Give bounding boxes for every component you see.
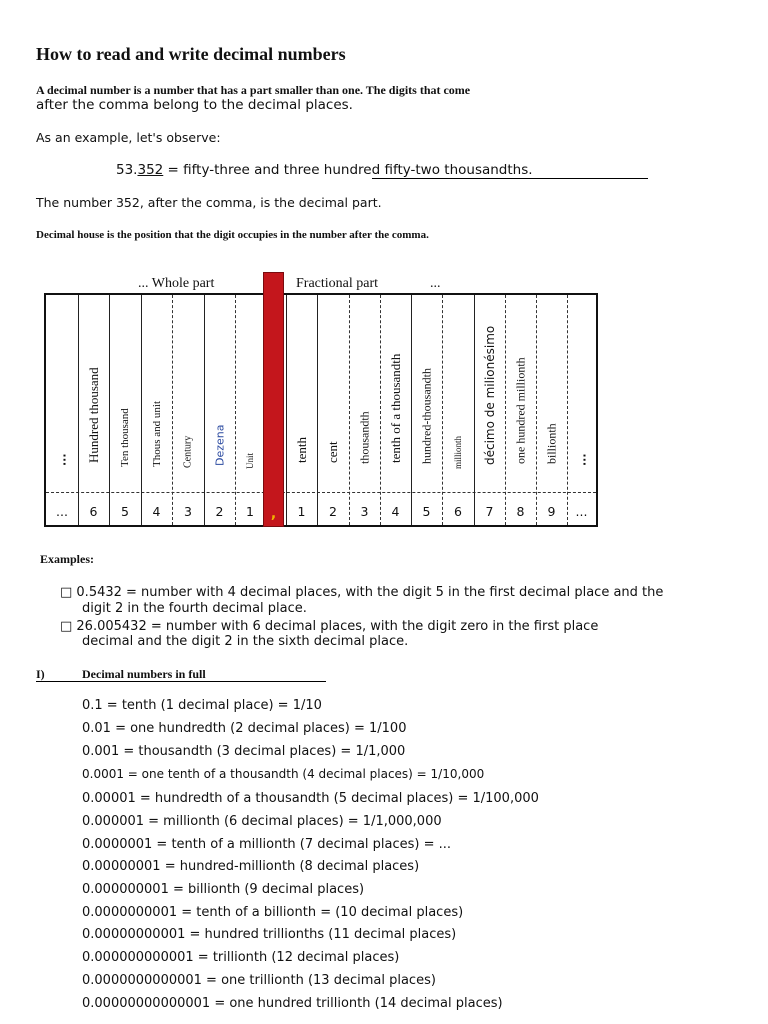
table-column [235,295,265,525]
table-column [286,295,317,525]
column-divider [141,295,142,525]
table-column [141,295,172,525]
column-divider [505,295,506,525]
column-divider [474,295,475,525]
list-item: 0.000000000001 = trillionth (12 decimal places) [82,950,400,965]
column-divider [380,295,381,525]
examples-heading: Examples: [40,552,94,566]
table-column [567,295,596,525]
column-label: thousandth [357,411,371,464]
table-column [474,295,505,525]
column-digit: 5 [121,504,129,519]
column-digit: 2 [215,504,224,519]
example-int: 53. [116,162,138,178]
table-column [317,295,349,525]
column-divider [286,295,287,525]
table-column [411,295,442,525]
list-item: 0.00000000001 = hundred trillionths (11 decimal places) [82,927,457,942]
decimal-part-text: The number 352, after the comma, is the decimal part. [36,195,382,210]
example-2-line-1: □ 26.005432 = number with 6 decimal places, with the digit zero in the first place [60,619,599,634]
section-underline [36,681,326,682]
table-column [172,295,204,525]
example-2-line-2: decimal and the digit 2 in the sixth decimal place. [82,634,409,649]
column-label: tenth [293,437,309,463]
column-label: ... [55,453,69,466]
column-label: décimo de milionésimo [482,325,497,465]
list-item: 0.0000001 = tenth of a millionth (7 decimal places) = ... [82,837,452,852]
column-label: tenth of a thousandth [387,353,403,463]
column-label: Century [182,435,194,468]
list-item: 0.00001 = hundredth of a thousandth (5 decimal places) = 1/100,000 [82,791,539,806]
column-digit: 4 [152,504,161,519]
column-label: billionth [544,423,558,464]
list-item: 0.000001 = millionth (6 decimal places) = 1/1,000,000 [82,814,442,829]
list-item: 0.0000000001 = tenth of a billionth = (10 decimal places) [82,905,464,920]
list-item: 0.0001 = one tenth of a thousandth (4 decimal places) = 1/10,000 [82,767,485,781]
column-divider [78,295,79,525]
example-rest: = fifty-three and three hundred fifty-two thousandths. [163,162,533,178]
section-number: I) [36,667,45,681]
whole-part-header: ... Whole part [138,276,215,291]
table-column [380,295,411,525]
decimal-house-note: Decimal house is the position that the digit occupies in the number after the comma. [36,229,429,241]
section-title: Decimal numbers in full [82,667,206,681]
list-item: 0.01 = one hundredth (2 decimal places) = 1/100 [82,721,407,736]
column-divider [442,295,443,525]
fractional-part-header: Fractional part [296,276,379,291]
intro-line-2: after the comma belong to the decimal places. [36,97,353,113]
column-digit: ... [56,504,68,519]
column-digit: 3 [184,504,192,519]
column-divider [411,295,412,525]
example-lead: As an example, let's observe: [36,130,221,145]
column-digit: 9 [547,504,556,519]
column-digit: ... [575,504,588,519]
column-divider [317,295,318,525]
column-divider [204,295,205,525]
column-digit: 6 [89,504,98,519]
column-label: one hundred millionth [513,357,527,464]
page-title: How to read and write decimal numbers [36,44,346,64]
column-divider [567,295,568,525]
intro-line-1: A decimal number is a number that has a part smaller than one. The digits that come [36,83,471,97]
list-item: 0.00000000000001 = one hundred trillionth (14 decimal places) [82,996,503,1011]
column-digit: 7 [485,504,494,519]
column-divider [536,295,537,525]
column-digit: 5 [422,504,431,519]
column-label: millionth [453,435,463,469]
table-column [349,295,380,525]
list-item: 0.0000000000001 = one trillionth (13 decimal places) [82,973,436,988]
table-column [109,295,141,525]
column-digit: 8 [516,504,525,519]
column-label: Unit [245,452,255,469]
table-column [442,295,474,525]
column-digit: 6 [454,504,462,519]
column-divider [349,295,350,525]
table-column [505,295,536,525]
column-label: cent [325,441,340,463]
column-label: Dezena [213,424,226,466]
column-label: ... [575,453,588,466]
column-label: Hundred thousand [85,367,101,463]
list-item: 0.00000001 = hundred-millionth (8 decimal places) [82,859,420,874]
example-1-line-2: digit 2 in the fourth decimal place. [82,601,307,616]
column-divider [109,295,110,525]
column-label: Thous and unit [150,401,163,467]
column-label: Ten thousand [119,408,131,467]
list-item: 0.1 = tenth (1 decimal place) = 1/10 [82,698,322,713]
decimal-place-table [44,293,598,527]
example-1-line-1: □ 0.5432 = number with 4 decimal places, with the digit 5 in the first decimal place and the [60,585,664,600]
comma-column [263,272,284,527]
column-label: hundred-thousandth [419,368,433,464]
table-column [46,295,78,525]
column-digit: 1 [246,504,254,519]
list-item: 0.001 = thousandth (3 decimal places) = 1/1,000 [82,744,406,759]
example-decimal: 352 [137,162,164,178]
table-column [78,295,109,525]
column-divider [172,295,173,525]
column-digit: 1 [297,504,306,519]
comma-glyph: , [270,506,277,522]
column-digit: 2 [329,504,337,519]
fractional-ellipsis: ... [430,276,441,291]
column-digit: 3 [360,504,369,519]
column-digit: 4 [391,504,400,519]
example-number-line [116,162,533,178]
list-item: 0.000000001 = billionth (9 decimal places) [82,882,365,897]
table-column [204,295,235,525]
column-divider [235,295,236,525]
table-column [536,295,567,525]
example-underline [372,178,648,179]
